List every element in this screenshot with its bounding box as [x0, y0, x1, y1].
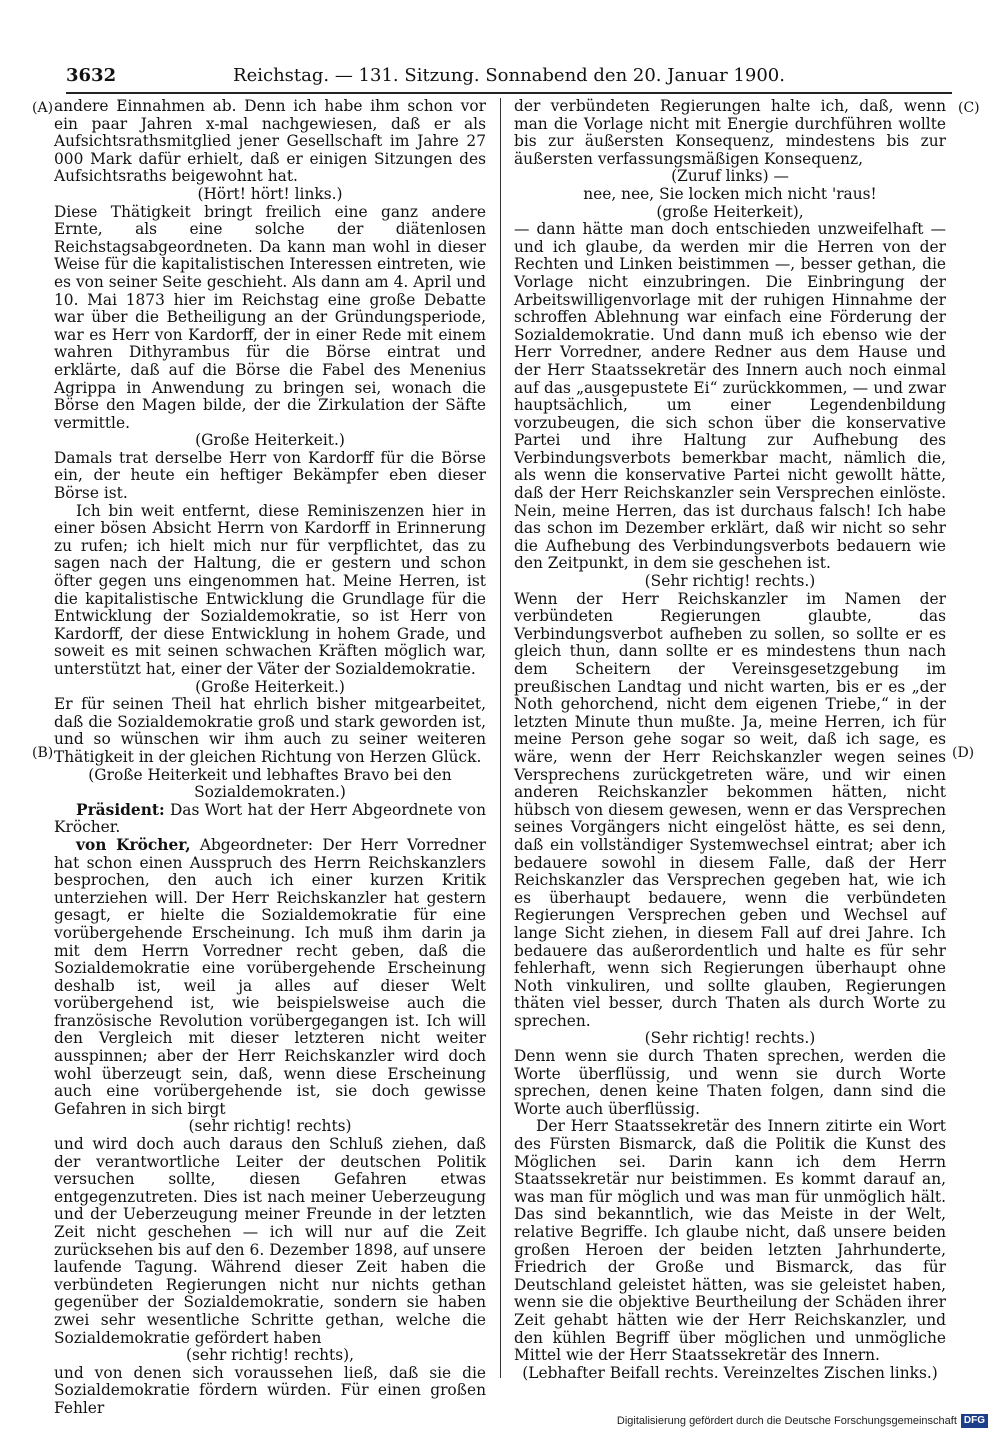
- speech-line: nee, nee, Sie locken mich nicht 'raus!: [583, 184, 877, 203]
- left-column: [54, 98, 486, 1418]
- footer-credit: [617, 1414, 988, 1428]
- reaction: (Sehr richtig! rechts.): [644, 572, 816, 591]
- paragraph: Er für seinen Theil hat ehrlich bisher mitgearbeitet, daß die Sozialdemokratie groß und stark geworden ist, und so wünschen wir ihm auch zu seiner weiteren Thätigkeit in der gleichen Richtung von Herzen Glück.: [54, 695, 486, 766]
- paragraph: — dann hätte man doch entschieden unzweifelhaft — und ich glaube, da werden mir die Herren von der Rechten und Linken beistimmen —, besser gethan, die Vorlage nicht einzubringen. Die Einbringung der Arbeitswilligenvorlage mit der ruhigen Hinnahme der schroffen Ablehnung war einfach eine Förderung der Sozialdemokratie. Und dann muß ich ebenso wie der Herr Vorredner, andere Redner aus dem Hause und der Herr Staatssekretär des Innern auch noch einmal auf das „ausgepustete Ei“ zurückkommen, — und zwar hauptsächlich, um einer Legendenbildung vorzubeugen, die sich schon über die konservative Partei und ihre Haltung zur Aufhebung des Verbindungsverbots bemerkbar macht, nämlich die, als wenn die konservative Partei nicht gewollt hätte, daß der Herr Reichskanzler sein Versprechen einlöste. Nein, meine Herren, das ist durchaus falsch! Ich habe das schon im Dezember erklärt, daß wir nicht so sehr die Aufhebung des Verbindungsverbots bedauern wie den Zeitpunkt, in dem sie geschehen ist.: [514, 220, 946, 573]
- paragraph: andere Einnahmen ab. Denn ich habe ihm schon vor ein paar Jahren x-mal nachgewiesen, daß er als Aufsichtsrathsmitglied jener Gesellschaft im Jahre 27 000 Mark dafür erhielt, daß er einigen Sitzungen des Aufsichtsraths beigewohnt hat.: [54, 97, 486, 186]
- speaker-name: von Kröcher,: [76, 835, 191, 854]
- reaction: (Große Heiterkeit.): [195, 677, 345, 696]
- paragraph: Der Herr Staatssekretär des Innern zitirte ein Wort des Fürsten Bismarck, daß die Politik die Kunst des Möglichen sei. Darin kann ich dem Herrn Staatssekretär nur beistimmen. Es kommt darauf an, was man für möglich und was man für unmöglich hält. Das sind bekanntlich, wie das Meiste in der Welt, relative Begriffe. Ich glaube nicht, daß unsere beiden großen Heroen der beiden letzten Jahrhunderte, Friedrich der Große und Bismarck, das für Deutschland geleistet hätten, was sie geleistet haben, wenn sie die objektive Beurtheilung der Schäden ihrer Zeit gehabt hätten wie der Herr Reichskanzler, und den kühlen Begriff über möglichen und unmögliche Mittel wie der Herr Staatssekretär des Innern.: [514, 1117, 946, 1365]
- reaction: (Große Heiterkeit und lebhaftes Bravo bei den Sozialdemokraten.): [88, 765, 452, 802]
- speaker-paragraph: [54, 837, 486, 1119]
- dfg-logo: DFG: [961, 1414, 988, 1428]
- margin-marker-d: (D): [952, 745, 975, 761]
- paragraph: Denn wenn sie durch Thaten sprechen, werden die Worte überflüssig, und wenn sie durch Worte sprechen, denen keine Thaten folgen, dann sind die Worte auch überflüssig.: [514, 1047, 946, 1118]
- paragraph: Diese Thätigkeit bringt freilich eine ganz andere Ernte, als eine solche der diätenlosen Reichstagsabgeordneten. Da kann man wohl in dieser Weise für die kapitalistischen Interessen eintreten, wie es von seiner Seite geschieht. Als dann am 4. April und 10. Mai 1873 hier im Reichstag eine große Debatte war über die Betheiligung an der Gründungsperiode, war es Herr von Kardorff, der in einer Rede mit einem wahren Dithyrambus für die Börse eintrat und erklärte, daß auf die Börse die Fabel des Menenius Agrippa in Anwendung zu bringen sei, wonach die Börse den Magen bilde, der die Zirkulation der Säfte vermittle.: [54, 202, 486, 432]
- margin-marker-a: (A): [32, 100, 54, 116]
- column-divider: [500, 98, 501, 1378]
- reaction: (Zuruf links) —: [671, 167, 789, 186]
- reaction: (Hört! hört! links.): [197, 184, 343, 203]
- header-rule: [66, 92, 952, 94]
- paragraph: Ich bin weit entfernt, diese Reminiszenzen hier in einer bösen Absicht Herrn von Kardorff in Erinnerung zu rufen; ich hielt mich nur für verpflichtet, das zu sagen nach der Haltung, die er gestern und schon öfter gegen uns eingenommen hat. Meine Herren, ist die kapitalistische Entwicklung die Grundlage für die Entwicklung der Sozialdemokratie, so ist Herr von Kardorff, der diese Entwicklung in hohem Grade, und soweit es mit seinen schwachen Kräften möglich war, unterstützt hat, einer der Väter der Sozialdemokratie.: [54, 501, 486, 678]
- reaction: (sehr richtig! rechts): [188, 1117, 352, 1136]
- right-column: [514, 98, 946, 1382]
- reaction: (sehr richtig! rechts),: [186, 1346, 354, 1365]
- margin-marker-b: (B): [32, 745, 54, 761]
- paragraph: der verbündeten Regierungen halte ich, daß, wenn man die Vorlage nicht mit Energie durchführen wollte bis zur äußersten Konsequenz, mindestens bis zur äußersten verfassungsmäßigen Konsequenz,: [514, 97, 946, 168]
- reaction: (Sehr richtig! rechts.): [644, 1029, 816, 1048]
- speaker-paragraph: [54, 802, 486, 837]
- page-title: Reichstag. — 131. Sitzung. Sonnabend den 20. Januar 1900.: [233, 65, 785, 86]
- speech-text: Das Wort hat der Herr Abgeordnete von Kröcher.: [54, 800, 486, 837]
- reaction: (große Heiterkeit),: [656, 202, 804, 221]
- margin-marker-c: (C): [958, 100, 980, 116]
- footer-text: Digitalisierung gefördert durch die Deutsche Forschungsgemeinschaft: [616, 1415, 957, 1427]
- speech-text: Abgeordneter: Der Herr Vorredner hat schon einen Ausspruch des Herrn Reichskanzlers besprochen, den auch ich einer kurzen Kritik unterziehen will. Der Herr Reichskanzler hat gestern gesagt, er hielte die Sozialdemokratie für eine vorübergehende Erscheinung. Ich muß ihm darin ja mit dem Herrn Vorredner recht geben, daß die Sozialdemokratie eine vorübergehende Erscheinung deshalb ist, weil ja alles auf dieser Welt vorübergehend ist, wie beispielsweise auch die französische Revolution vorübergegangen ist. Ich will den Vergleich mit dieser letzteren nicht weiter ausspinnen; aber der Herr Reichskanzler wird doch wohl überzeugt sein, daß, wenn diese Erscheinung auch eine vorübergehende ist, sie doch gewisse Gefahren in sich birgt: [54, 835, 486, 1118]
- speaker-name: Präsident:: [76, 800, 165, 819]
- reaction: (Große Heiterkeit.): [195, 431, 345, 450]
- paragraph: und von denen sich voraussehen ließ, daß sie die Sozialdemokratie fördern würden. Für einen großen Fehler: [54, 1363, 486, 1417]
- reaction: (Lebhafter Beifall rechts. Vereinzeltes Zischen links.): [522, 1363, 938, 1382]
- paragraph: und wird doch auch daraus den Schluß ziehen, daß der verantwortliche Leiter der deutschen Politik versuchen sollte, diesen Gefahren etwas entgegenzutreten. Dies ist nach meiner Ueberzeugung und der Ueberzeugung meiner Freunde in der letzten Zeit nicht geschehen — ich will nur auf die Zeit zurücksehen bis auf den 6. Dezember 1898, auf unsere laufende Tagung. Während dieser Zeit haben die verbündeten Regierungen nicht nur nichts gethan gegenüber der Sozialdemokratie, sondern sie haben zwei sehr wesentliche Schritte gethan, welche die Sozialdemokratie gefördert haben: [54, 1135, 486, 1347]
- page-header: [66, 62, 952, 90]
- paragraph: Damals trat derselbe Herr von Kardorff für die Börse ein, der heute ein heftiger Bekämpfer eben dieser Börse ist.: [54, 448, 486, 503]
- paragraph: Wenn der Herr Reichskanzler im Namen der verbündeten Regierungen glaubte, das Verbindungsverbot aufheben zu sollen, so sollte er es gleich thun, dann sollte er es mindestens thun nach dem Scheitern der Vereinsgesetzgebung im preußischen Landtag und nicht warten, bis er es „der Noth gehorchend, nicht dem eigenen Triebe,“ in der letzten Minute thun mußte. Ja, meine Herren, ich für meine Person gehe sogar so weit, daß ich sage, es wäre, wenn der Herr Reichskanzler wegen seines Versprechens zurückgetreten wäre, und wir einen anderen Reichskanzler bekommen hätten, nicht hübsch von diesem gewesen, wenn er das Versprechen seines Vorgängers nicht eingelöst hätte, es sei denn, daß ein vollständiger Systemwechsel eintrat; aber ich bedauere sowohl in diesem Falle, daß der Herr Reichskanzler das Versprechen gegeben hat, wie ich es überhaupt bedauere, wenn die verbündeten Regierungen Versprechen geben und Wechsel auf lange Sicht ziehen, in diesem Fall auf drei Jahre. Ich bedauere das außerordentlich und halte es für sehr fehlerhaft, wenn sich Regierungen überhaupt ohne Noth vinkuliren, und sollte glauben, Regierungen thäten viel besser, durch Thaten als durch Worte zu sprechen.: [514, 589, 946, 1030]
- page-number: 3632: [66, 65, 117, 86]
